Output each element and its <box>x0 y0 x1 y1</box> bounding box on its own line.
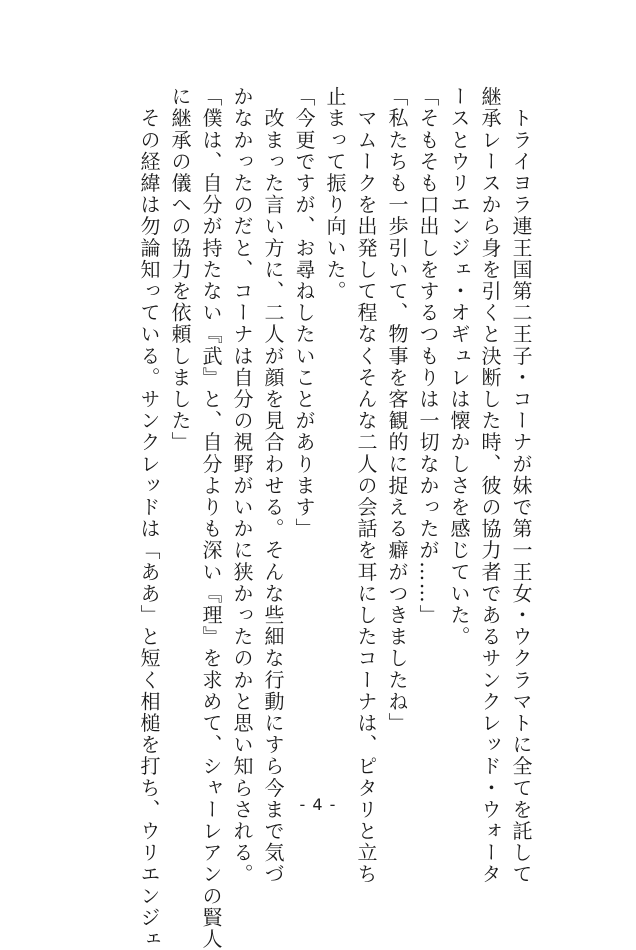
text-line: その経緯は勿論知っている。サンクレッドは「ああ」と短く相槌を打ち、ウリエンジェ <box>137 86 161 950</box>
text-line: に継承の儀への協力を依頼しました」 <box>168 86 192 454</box>
text-line: 「僕は、自分が持たない『武』と、自分よりも深い『理』を求めて、シャーレアンの賢人 <box>199 86 223 950</box>
text-line: マムークを出発して程なくそんな二人の会話を耳にしたコーナは、ピタリと立ち <box>354 86 378 886</box>
text-line: 「今更ですが、お尋ねしたいことがあります」 <box>292 86 316 540</box>
text-line: かなかったのだと、コーナは自分の視野がいかに狭かったのかと思い知らされる。 <box>230 86 254 886</box>
page-number: - 4 - <box>299 795 337 814</box>
text-line: 止まって振り向いた。 <box>323 86 347 302</box>
text-line: トライヨラ連王国第二王子・コーナが妹で第一王女・ウクラマトに全てを託して <box>509 86 533 886</box>
text-line: ースとウリエンジェ・オギュレは懐かしさを感じていた。 <box>447 86 471 648</box>
text-line: 「そもそも口出しをするつもりは一切なかったが……」 <box>416 86 440 626</box>
vertical-text-body <box>133 86 536 950</box>
text-line: 継承レースから身を引くと決断した時、彼の協力者であるサンクレッド・ウォータ <box>478 86 502 886</box>
text-line: 「私たちも一歩引いて、物事を客観的に捉える癖がつきましたね」 <box>385 86 409 734</box>
text-line: 改まった言い方に、二人が顔を見合わせる。そんな些細な行動にすら今まで気づ <box>261 86 285 886</box>
